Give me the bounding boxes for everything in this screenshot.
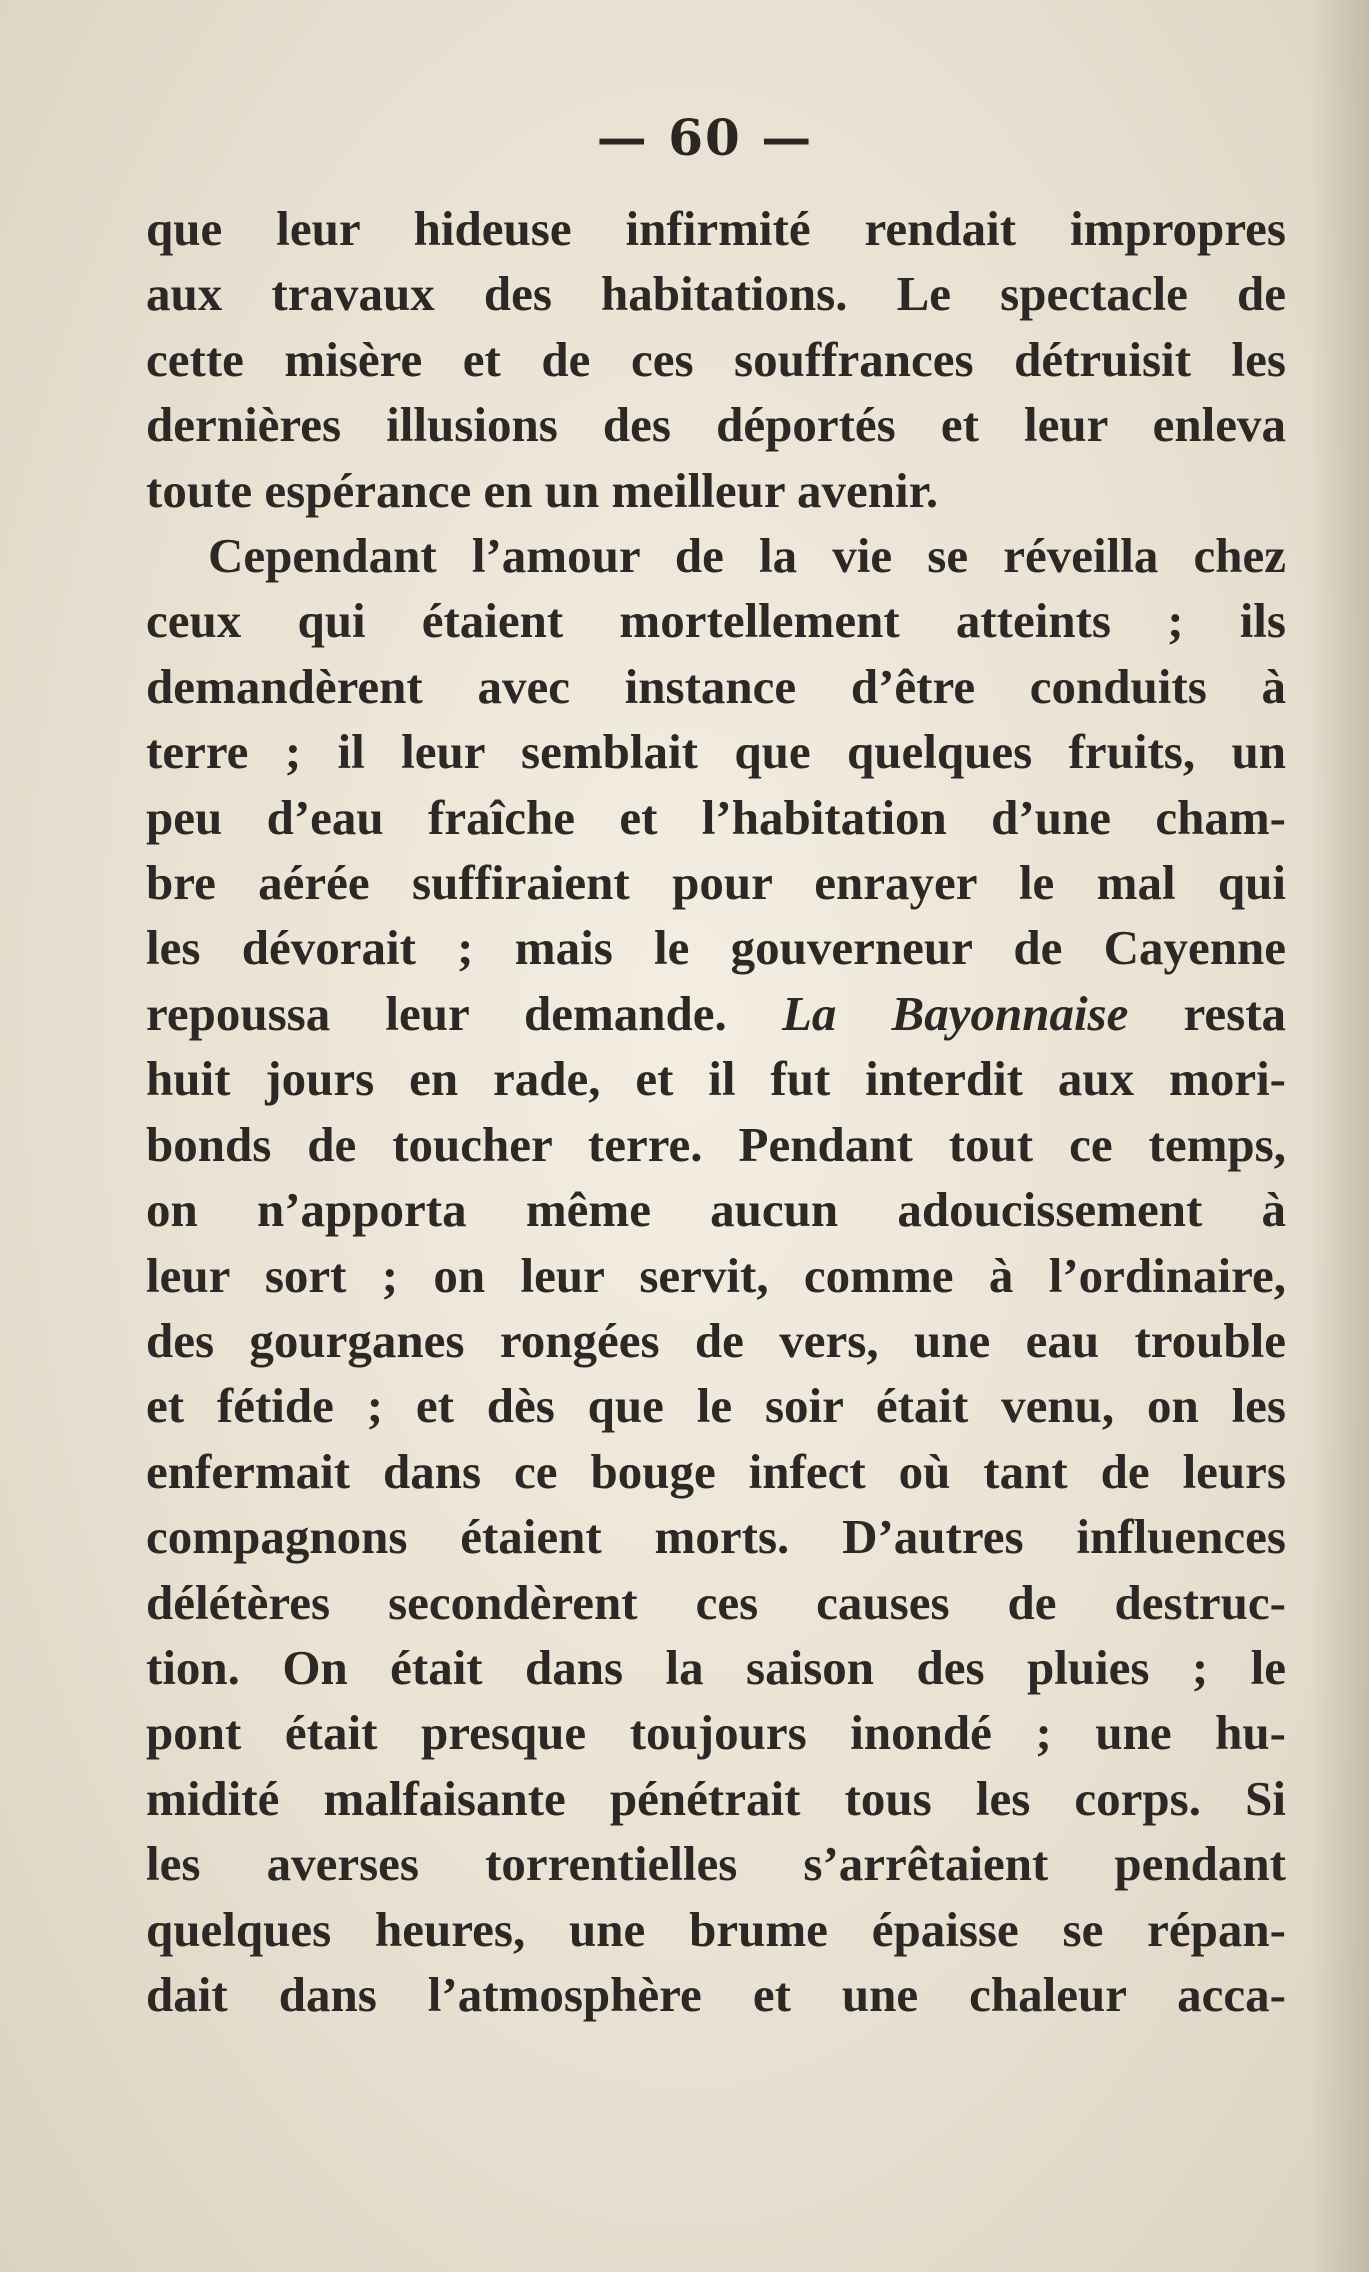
text-line: tion. On était dans la saison des pluies ; le [146,1639,1286,1695]
text-line: les dévorait ; mais le gouverneur de Cayenne [146,920,1286,976]
text-line: enfermait dans ce bouge infect où tant de leurs [146,1443,1286,1499]
text-line: demandèrent avec instance d’être conduits à [146,658,1286,714]
text-line: on n’apporta même aucun adoucissement à [146,1182,1286,1238]
text-line: compagnons étaient morts. D’autres influences [146,1509,1286,1565]
text-line: huit jours en rade, et il fut interdit aux mori- [146,1051,1286,1107]
text-line: et fétide ; et dès que le soir était venu, on les [146,1378,1286,1434]
text-line: pont était presque toujours inondé ; une hu- [146,1705,1286,1761]
text-line: cette misère et de ces souffrances détruisit les [146,331,1286,387]
text-line: quelques heures, une brume épaisse se répan- [146,1901,1286,1957]
text-line: les averses torrentielles s’arrêtaient pendant [146,1836,1286,1892]
text-line: ceux qui étaient mortellement atteints ; ils [146,593,1286,649]
text-line: bonds de toucher terre. Pendant tout ce temps, [146,1116,1286,1172]
page-number: — 60 — [596,108,814,167]
text-line: leur sort ; on leur servit, comme à l’ordinaire, [146,1247,1286,1303]
paragraph-1 [146,196,1286,523]
text-segment: resta [1183,985,1287,1041]
body-text [146,196,1286,2027]
text-line-with-ship-name [146,981,1286,1046]
text-line: bre aérée suffiraient pour enrayer le mal qui [146,855,1286,911]
text-line: que leur hideuse infirmité rendait impropres [146,201,1286,256]
text-line: midité malfaisante pénétrait tous les corps. Si [146,1770,1286,1826]
text-line: Cependant l’amour de la vie se réveilla chez [208,528,1286,584]
text-line: peu d’eau fraîche et l’habitation d’une cham- [146,789,1286,845]
page-edge-shadow [1309,0,1369,2272]
text-line: délétères secondèrent ces causes de destruc- [146,1574,1286,1630]
text-segment: repoussa leur demande. [146,985,727,1041]
text-line: aux travaux des habitations. Le spectacle de [146,266,1286,322]
ship-name: La Bayonnaise [781,985,1129,1041]
text-line: des gourganes rongées de vers, une eau trouble [146,1312,1286,1368]
paragraph-2 [146,523,1286,2027]
text-line: dait dans l’atmosphère et une chaleur acca- [146,1966,1286,2022]
text-line: toute espérance en un meilleur avenir. [146,462,939,518]
text-line: dernières illusions des déportés et leur enleva [146,397,1286,453]
text-line: terre ; il leur semblait que quelques fruits, un [146,724,1286,780]
